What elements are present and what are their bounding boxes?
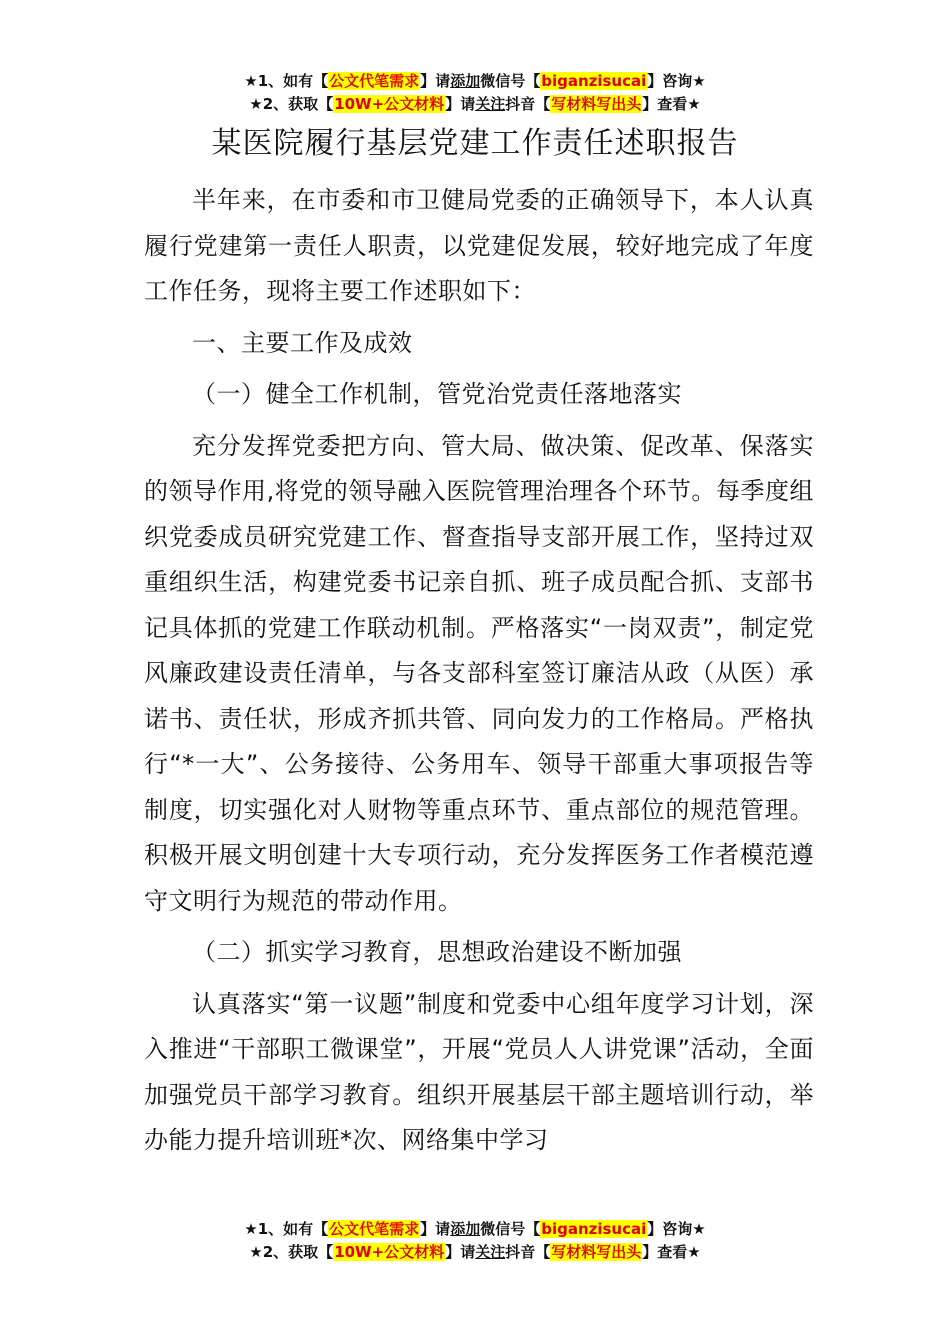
banner-line-1 xyxy=(0,70,950,93)
banner-wechat-id: biganzisucai xyxy=(541,72,647,90)
document-body xyxy=(144,178,814,1170)
intro-paragraph: 半年来，在市委和市卫健局党委的正确领导下，本人认真履行党建第一责任人职责，以党建促发展，较好地完成了年度工作任务，现将主要工作述职如下： xyxy=(144,186,814,305)
banner-text: 】咨询★ xyxy=(647,72,706,90)
banner-douyin-name: 写材料写出头 xyxy=(551,1243,642,1261)
banner-line-2 xyxy=(0,93,950,116)
banner-highlight: 公文代笔需求 xyxy=(329,1220,420,1238)
banner-text: ★1、如有【 xyxy=(244,72,329,90)
banner-line-2 xyxy=(0,1241,950,1264)
banner-text: 微信号【 xyxy=(480,1220,541,1238)
banner-text: ★2、获取【 xyxy=(249,95,334,113)
banner-text: 】请 xyxy=(445,95,476,113)
banner-text: ★2、获取【 xyxy=(249,1243,334,1261)
footer-banner xyxy=(0,1218,950,1264)
section-heading: 一、主要工作及成效 xyxy=(192,328,413,357)
banner-text: 微信号【 xyxy=(480,72,541,90)
banner-text: 】查看★ xyxy=(642,95,701,113)
banner-underlined-text: 关注 xyxy=(475,95,506,113)
banner-line-1 xyxy=(0,1218,950,1241)
banner-highlight: 10W+公文材料 xyxy=(334,95,445,113)
banner-text: 抖音【 xyxy=(505,1243,551,1261)
banner-text: 】请 xyxy=(420,72,451,90)
banner-text: 】咨询★ xyxy=(647,1220,706,1238)
banner-underlined-text: 添加 xyxy=(450,1220,481,1238)
body-paragraph: 认真落实“第一议题”制度和党委中心组年度学习计划，深入推进“干部职工微课堂”，开展“党员人人讲党课”活动，全面加强党员干部学习教育。组织开展基层干部主题培训行动，举办能力提升培训班*次、网络集中学习 xyxy=(144,989,814,1154)
banner-highlight: 10W+公文材料 xyxy=(334,1243,445,1261)
subsection-heading: （一）健全工作机制，管党治党责任落地落实 xyxy=(192,380,682,408)
banner-underlined-text: 添加 xyxy=(450,72,481,90)
banner-text: 】请 xyxy=(420,1220,451,1238)
banner-text: ★1、如有【 xyxy=(244,1220,329,1238)
subsection-heading: （二）抓实学习教育，思想政治建设不断加强 xyxy=(192,938,682,966)
header-banner xyxy=(0,70,950,116)
banner-text: 抖音【 xyxy=(505,95,551,113)
banner-text: 】请 xyxy=(445,1243,476,1261)
banner-douyin-name: 写材料写出头 xyxy=(551,95,642,113)
document-title: 某医院履行基层党建工作责任述职报告 xyxy=(211,126,739,161)
banner-highlight: 公文代笔需求 xyxy=(329,72,420,90)
banner-wechat-id: biganzisucai xyxy=(541,1220,647,1238)
banner-underlined-text: 关注 xyxy=(475,1243,506,1261)
banner-text: 】查看★ xyxy=(642,1243,701,1261)
body-paragraph: 充分发挥党委把方向、管大局、做决策、促改革、保落实的领导作用,将党的领导融入医院管理治理各个环节。每季度组织党委成员研究党建工作、督查指导支部开展工作，坚持过双重组织生活，构建党委书记亲自抓、班子成员配合抓、支部书记具体抓的党建工作联动机制。严格落实“一岗双责”，制定党风廉政建设责任清单，与各支部科室签订廉洁从政（从医）承诺书、责任状，形成齐抓共管、同向发力的工作格局。严格执行“*一大”、公务接待、公务用车、领导干部重大事项报告等制度，切实强化对人财物等重点环节、重点部位的规范管理。积极开展文明创建十大专项行动，充分发挥医务工作者模范遵守文明行为规范的带动作用。 xyxy=(144,431,814,915)
